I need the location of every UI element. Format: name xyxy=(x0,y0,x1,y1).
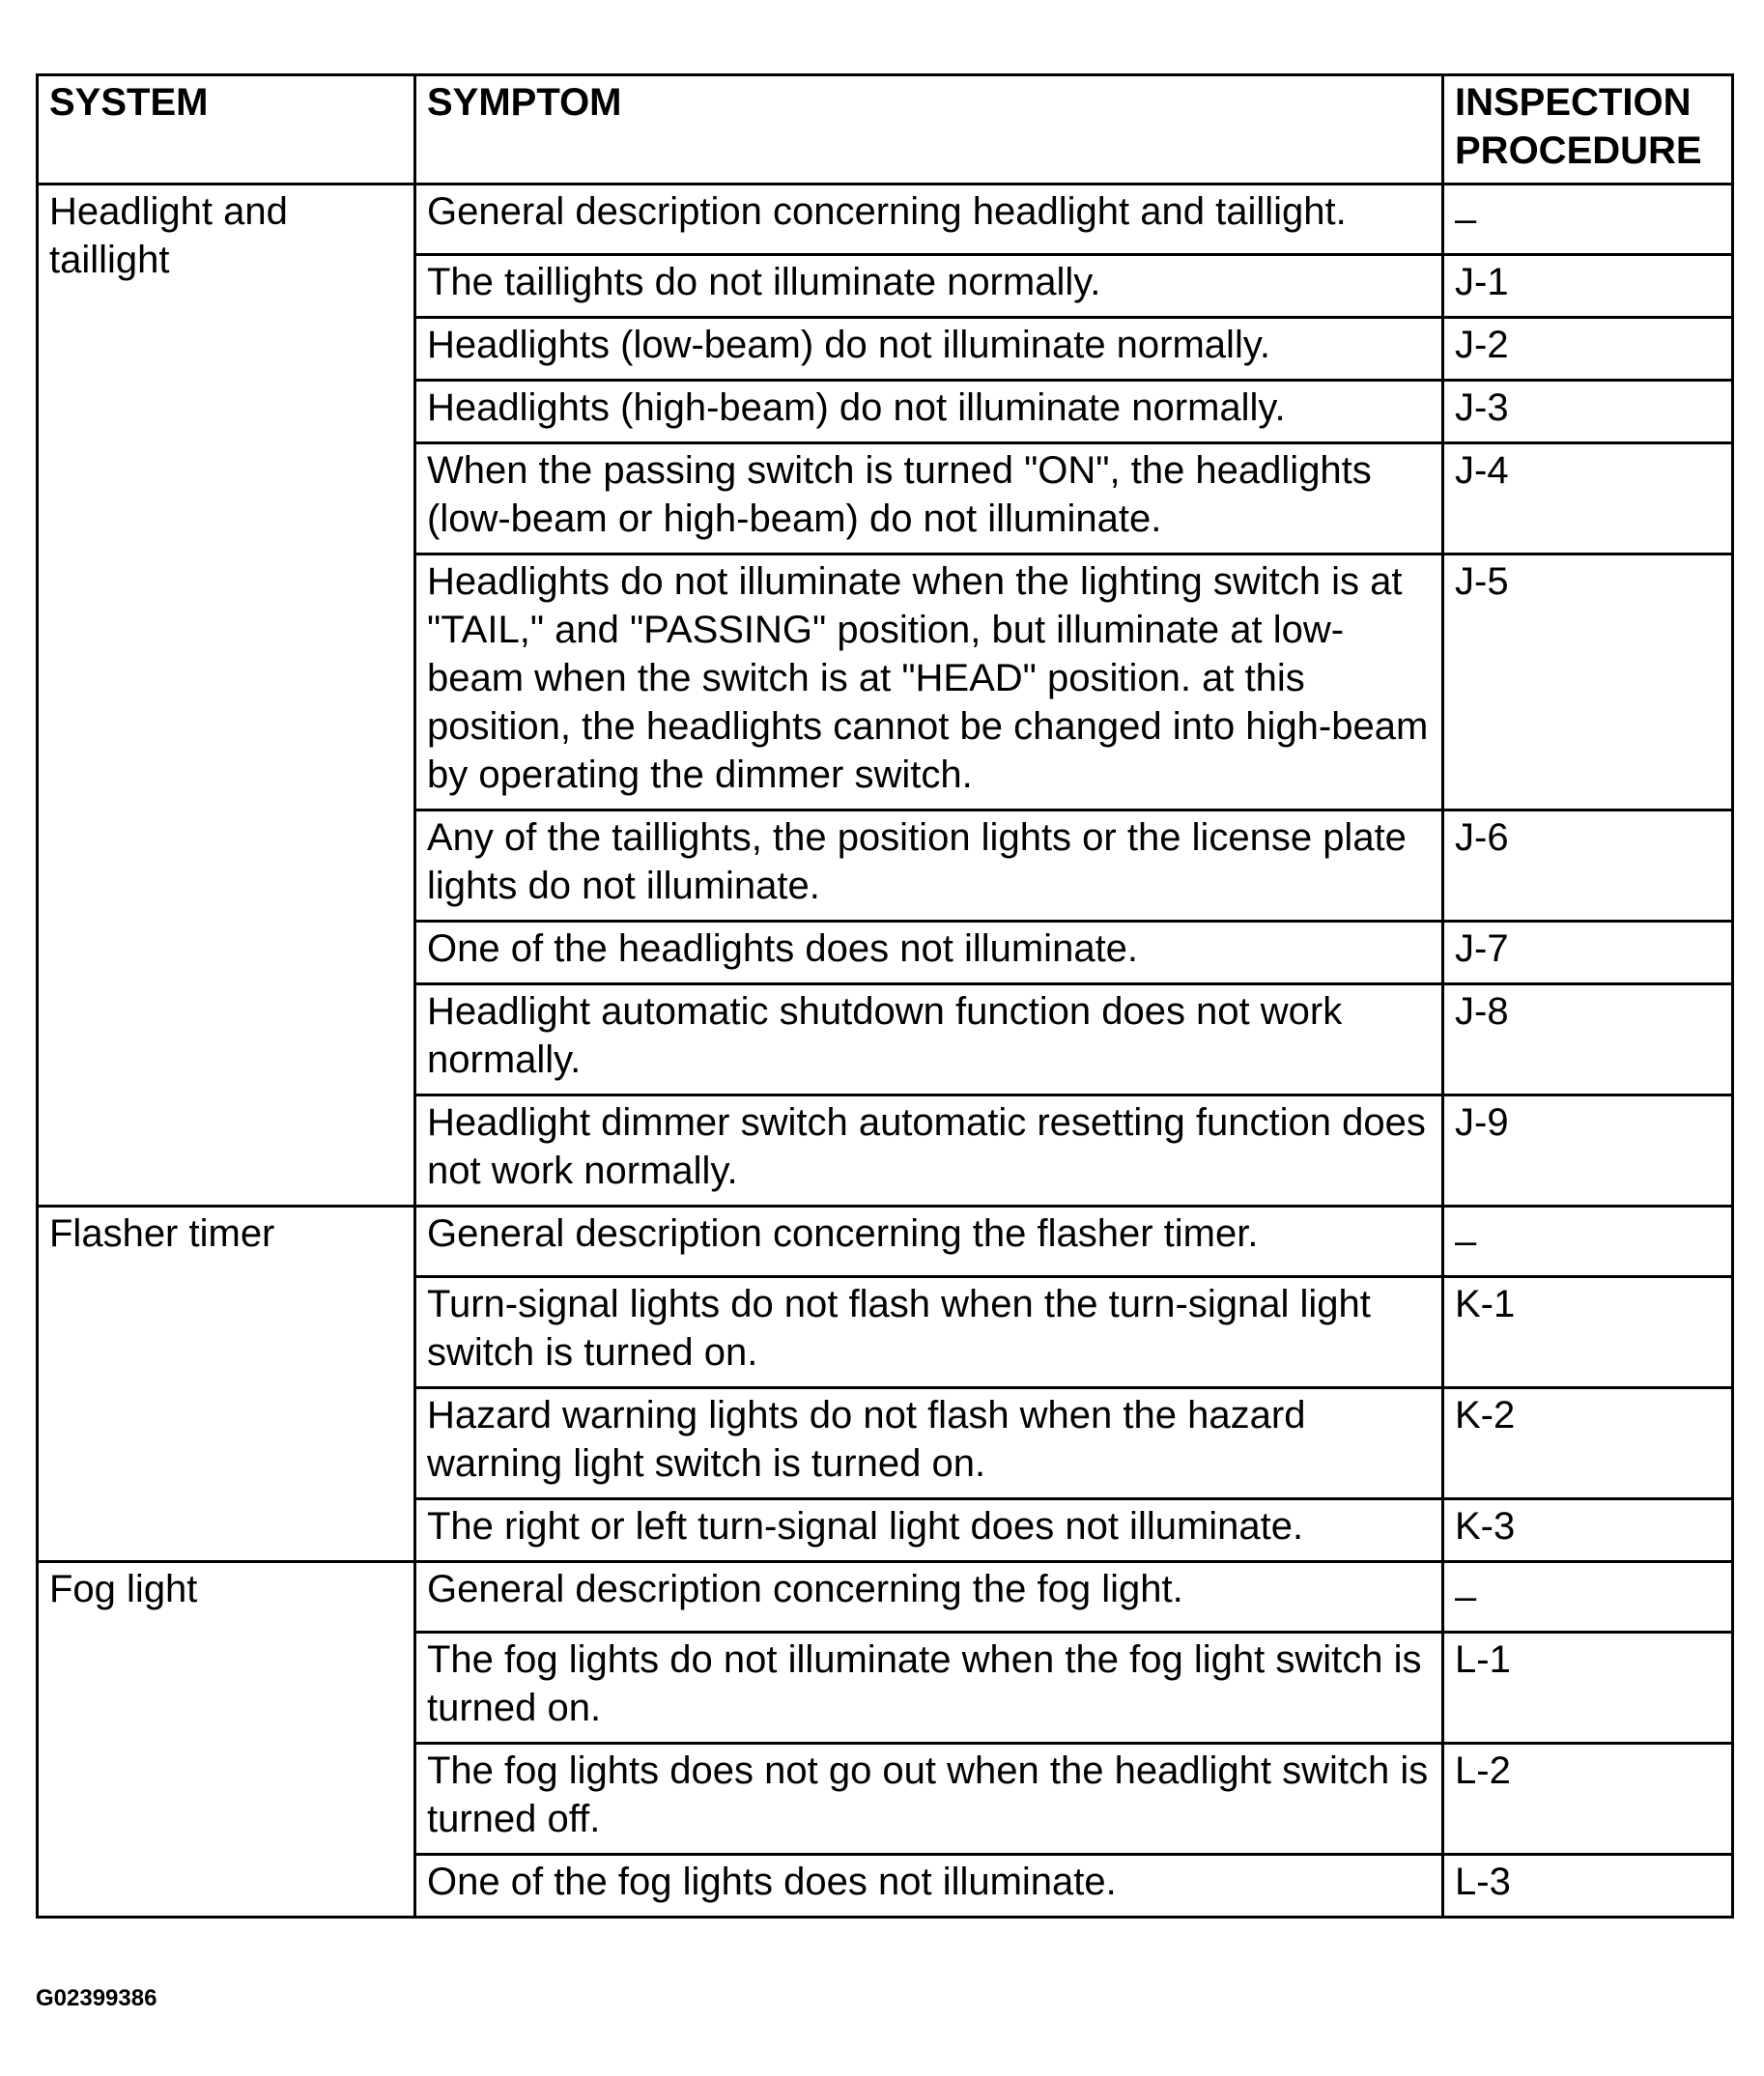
symptom-cell: One of the fog lights does not illuminate. xyxy=(415,1855,1443,1918)
procedure-cell: L-1 xyxy=(1443,1633,1733,1744)
symptom-cell: Headlights do not illuminate when the lighting switch is at "TAIL," and "PASSING" position, but illuminate at low-beam when the switch is at "HEAD" position. at this position, the headlights cannot be changed into high-beam by operating the dimmer switch. xyxy=(415,555,1443,810)
table-row xyxy=(38,1207,1733,1277)
procedure-cell: K-3 xyxy=(1443,1499,1733,1562)
system-cell: Headlight and taillight xyxy=(38,185,415,1207)
header-symptom: SYMPTOM xyxy=(415,75,1443,185)
symptom-cell: Headlight automatic shutdown function does not work normally. xyxy=(415,984,1443,1095)
procedure-cell: J-4 xyxy=(1443,443,1733,555)
header-row xyxy=(38,75,1733,185)
procedure-cell: J-7 xyxy=(1443,922,1733,984)
procedure-cell: – xyxy=(1443,1207,1733,1277)
procedure-cell: J-8 xyxy=(1443,984,1733,1095)
figure-id: G02399386 xyxy=(36,1985,157,2011)
symptom-cell: Hazard warning lights do not flash when the hazard warning light switch is turned on. xyxy=(415,1388,1443,1499)
table-row xyxy=(38,1562,1733,1633)
procedure-cell: J-3 xyxy=(1443,381,1733,443)
symptom-cell: The fog lights does not go out when the headlight switch is turned off. xyxy=(415,1744,1443,1855)
symptom-cell: General description concerning the fog light. xyxy=(415,1562,1443,1633)
procedure-cell: J-5 xyxy=(1443,555,1733,810)
symptom-cell: Headlights (low-beam) do not illuminate normally. xyxy=(415,318,1443,381)
header-system: SYSTEM xyxy=(38,75,415,185)
table-row xyxy=(38,185,1733,255)
procedure-cell: J-2 xyxy=(1443,318,1733,381)
procedure-cell: J-1 xyxy=(1443,255,1733,318)
procedure-cell: – xyxy=(1443,185,1733,255)
symptom-cell: When the passing switch is turned "ON", the headlights (low-beam or high-beam) do not illuminate. xyxy=(415,443,1443,555)
table-header xyxy=(38,75,1733,185)
procedure-cell: L-2 xyxy=(1443,1744,1733,1855)
symptom-cell: The taillights do not illuminate normally. xyxy=(415,255,1443,318)
procedure-cell: L-3 xyxy=(1443,1855,1733,1918)
procedure-cell: J-6 xyxy=(1443,810,1733,922)
symptom-cell: The fog lights do not illuminate when the fog light switch is turned on. xyxy=(415,1633,1443,1744)
symptom-cell: General description concerning headlight and taillight. xyxy=(415,185,1443,255)
symptom-cell: Any of the taillights, the position lights or the license plate lights do not illuminate. xyxy=(415,810,1443,922)
procedure-cell: J-9 xyxy=(1443,1095,1733,1207)
symptom-cell: The right or left turn-signal light does not illuminate. xyxy=(415,1499,1443,1562)
procedure-cell: – xyxy=(1443,1562,1733,1633)
procedure-cell: K-2 xyxy=(1443,1388,1733,1499)
system-cell: Fog light xyxy=(38,1562,415,1918)
table-body xyxy=(38,185,1733,1918)
symptom-cell: Headlight dimmer switch automatic resetting function does not work normally. xyxy=(415,1095,1443,1207)
procedure-cell: K-1 xyxy=(1443,1277,1733,1388)
header-inspection-procedure: INSPECTION PROCEDURE xyxy=(1443,75,1733,185)
system-cell: Flasher timer xyxy=(38,1207,415,1562)
symptom-cell: General description concerning the flasher timer. xyxy=(415,1207,1443,1277)
symptom-cell: One of the headlights does not illuminate. xyxy=(415,922,1443,984)
symptom-cell: Headlights (high-beam) do not illuminate normally. xyxy=(415,381,1443,443)
symptom-chart-table xyxy=(36,73,1734,1919)
symptom-cell: Turn-signal lights do not flash when the turn-signal light switch is turned on. xyxy=(415,1277,1443,1388)
